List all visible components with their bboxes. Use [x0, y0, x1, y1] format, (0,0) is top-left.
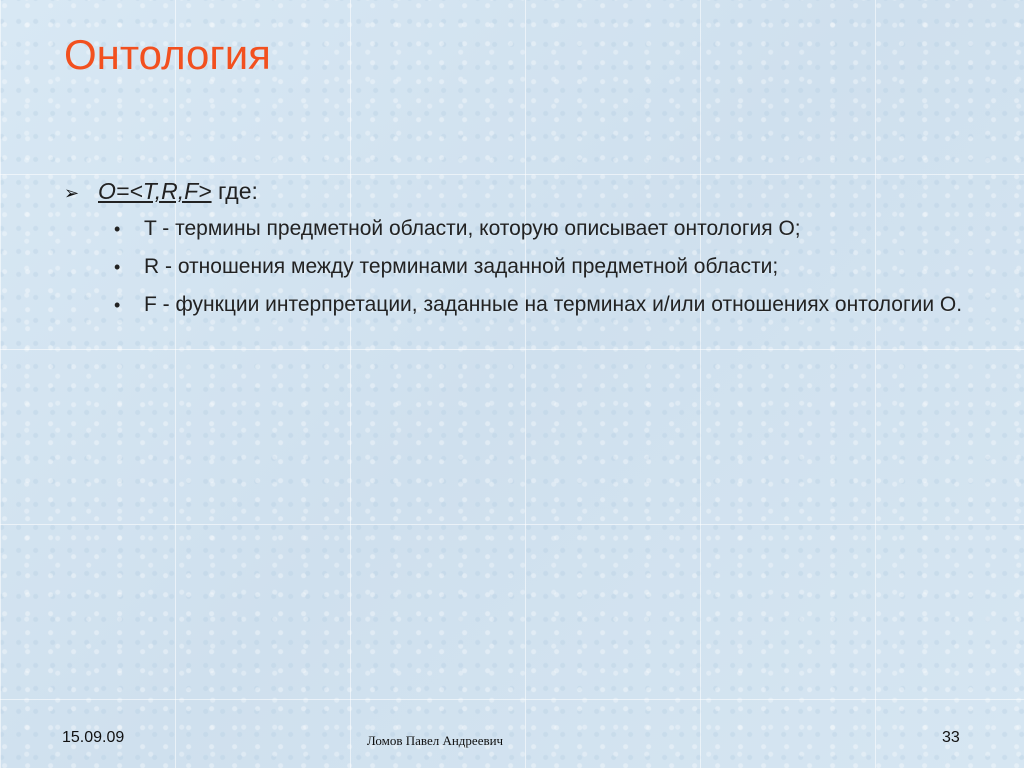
- main-point-suffix: где:: [211, 178, 258, 204]
- bullet-icon: •: [114, 219, 121, 239]
- bullet-icon: •: [114, 257, 121, 277]
- footer-date: 15.09.09: [62, 729, 125, 746]
- arrow-bullet-icon: ➢: [64, 183, 80, 203]
- slide-content: [64, 176, 984, 328]
- definition-list: [64, 214, 984, 320]
- list-item-relations: [64, 252, 984, 282]
- page-number: 33: [942, 729, 960, 746]
- list-item-functions: [64, 290, 984, 320]
- bullet-icon: •: [114, 295, 121, 315]
- ontology-formula: O=<T,R,F>: [98, 178, 212, 204]
- list-item-text: F - функции интерпретации, заданные на терминах и/или отношениях онтологии O.: [144, 293, 963, 316]
- slide-title: Онтология: [64, 31, 271, 78]
- list-item-text: R - отношения между терминами заданной предметной области;: [144, 255, 779, 278]
- list-item-text: T - термины предметной области, которую описывает онтология O;: [144, 217, 801, 240]
- main-point: [64, 176, 984, 208]
- footer-author: Ломов Павел Андреевич: [366, 733, 504, 748]
- list-item-terms: [64, 214, 984, 244]
